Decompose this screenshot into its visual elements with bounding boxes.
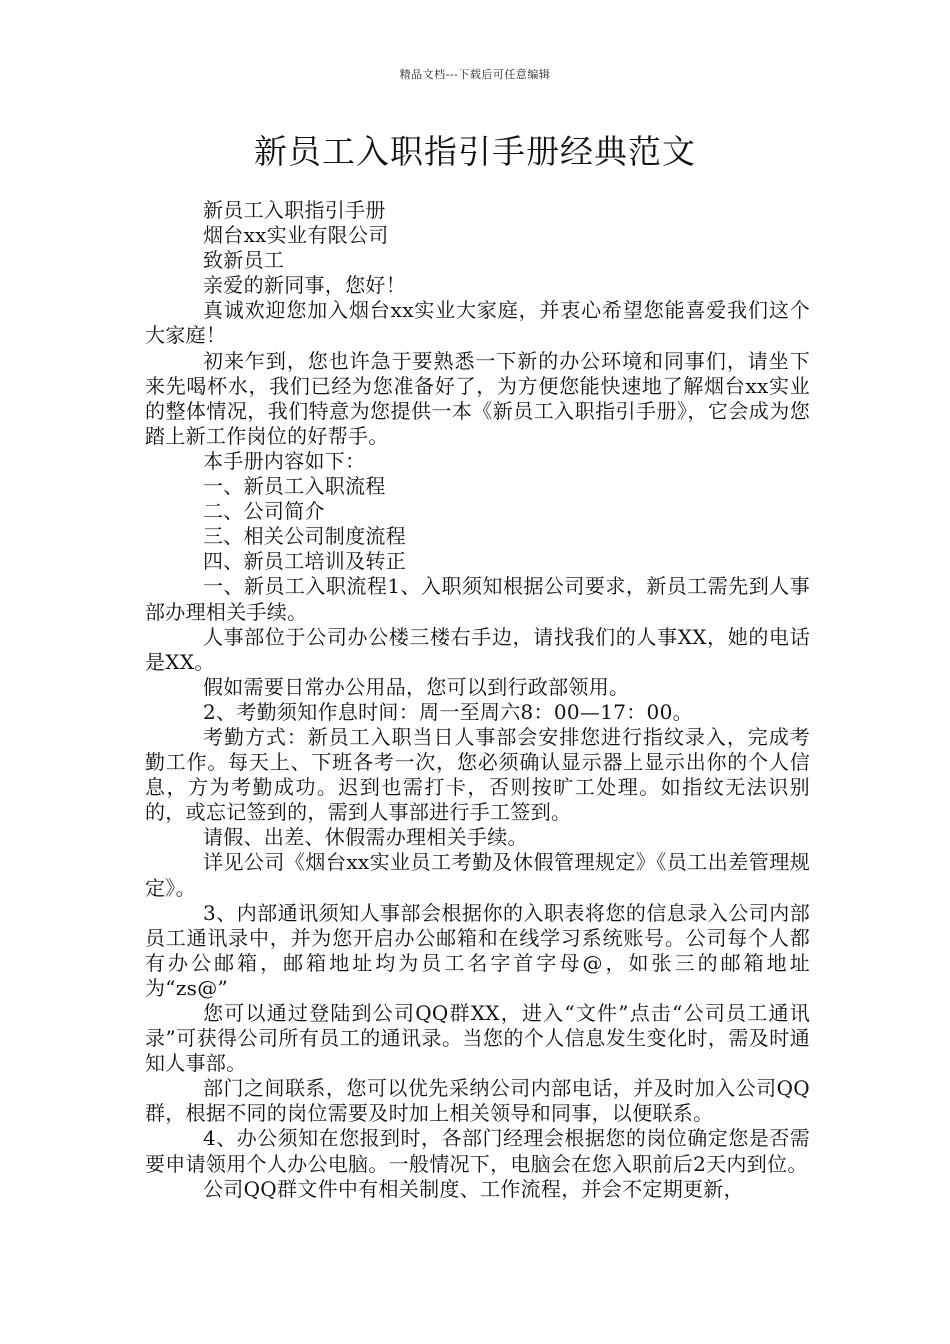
paragraph: 亲爱的新同事，您好！ <box>203 273 406 298</box>
paragraph: 本手册内容如下： <box>203 448 366 473</box>
paragraph: 2、考勤须知作息时间：周一至周六8：00—17：00。 <box>203 699 693 724</box>
paragraph: 公司QQ群文件中有相关制度、工作流程，并会不定期更新， <box>203 1176 744 1201</box>
paragraph: 烟台xx实业有限公司 <box>203 223 389 248</box>
paragraph: 四、新员工培训及转正 <box>203 549 406 574</box>
paragraph: 部门之间联系，您可以优先采纳公司内部电话，并及时加入公司QQ群，根据不同的岗位需要及时加上相关领导和同事，以便联系。 <box>145 1076 810 1126</box>
paragraph: 一、新员工入职流程1、入职须知根据公司要求，新员工需先到人事部办理相关手续。 <box>145 574 810 624</box>
paragraph: 二、公司简介 <box>203 499 325 524</box>
paragraph: 考勤方式：新员工入职当日人事部会安排您进行指纹录入，完成考勤工作。每天上、下班各考一次，您必须确认显示器上显示出你的个人信息，方为考勤成功。迟到也需打卡，否则按旷工处理。如指纹无法识别的，或忘记签到的，需到人事部进行手工签到。 <box>145 724 810 825</box>
paragraph: 请假、出差、休假需办理相关手续。 <box>203 825 528 850</box>
document-title: 新员工入职指引手册经典范文 <box>254 132 696 171</box>
header-note: 精品文档---下载后可任意编辑 <box>399 68 551 81</box>
paragraph: 您可以通过登陆到公司QQ群XX，进入“文件”点击“公司员工通讯录”可获得公司所有员工的通讯录。当您的个人信息发生变化时，需及时通知人事部。 <box>145 1001 810 1076</box>
paragraph: 4、办公须知在您报到时，各部门经理会根据您的岗位确定您是否需要申请领用个人办公电脑。一般情况下，电脑会在您入职前后2天内到位。 <box>145 1126 810 1176</box>
document-body <box>145 198 810 1202</box>
paragraph: 3、内部通讯须知人事部会根据你的入职表将您的信息录入公司内部员工通讯录中，并为您开启办公邮箱和在线学习系统账号。公司每个人都有办公邮箱，邮箱地址均为员工名字首字母@，如张三的邮箱地址为“zs@” <box>145 900 810 1000</box>
paragraph: 三、相关公司制度流程 <box>203 524 406 549</box>
paragraph: 假如需要日常办公用品，您可以到行政部领用。 <box>203 674 630 699</box>
paragraph: 新员工入职指引手册 <box>203 198 386 222</box>
paragraph: 一、新员工入职流程 <box>203 474 386 499</box>
paragraph: 详见公司《烟台xx实业员工考勤及休假管理规定》《员工出差管理规定》。 <box>145 850 810 900</box>
paragraph: 致新员工 <box>203 248 285 273</box>
paragraph: 真诚欢迎您加入烟台xx实业大家庭，并衷心希望您能喜爱我们这个大家庭！ <box>145 298 810 348</box>
paragraph: 初来乍到，您也许急于要熟悉一下新的办公环境和同事们，请坐下来先喝杯水，我们已经为您准备好了，为方便您能快速地了解烟台xx实业的整体情况，我们特意为您提供一本《新员工入职指引手册》，它会成为您踏上新工作岗位的好帮手。 <box>145 348 810 448</box>
paragraph: 人事部位于公司办公楼三楼右手边，请找我们的人事XX，她的电话是XX。 <box>145 624 810 674</box>
